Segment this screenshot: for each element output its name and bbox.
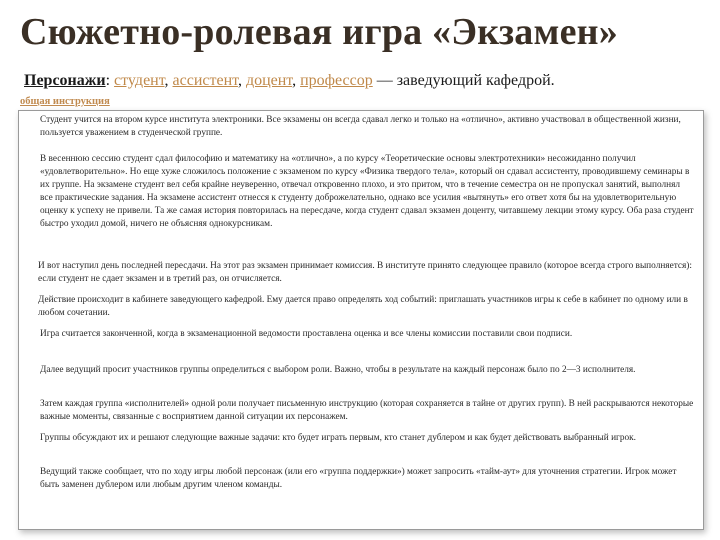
paragraph-3: И вот наступил день последней пересдачи. На этот раз экзамен принимает комиссия. В институте принято следующее правило (которое всегда строго выполняется): если студент не сдает экзамен и в третий раз, он отчисляется.: [38, 261, 692, 284]
characters-colon: :: [105, 72, 115, 89]
paragraph-6: Далее ведущий просит участников группы определиться с выбором роли. Важно, чтобы в результате на каждый персонаж было по 2—3 исполнителя.: [40, 365, 636, 375]
general-instruction-link[interactable]: общая инструкция: [20, 96, 110, 107]
paragraph-7: Затем каждая группа «исполнителей» одной роли получает письменную инструкцию (которая сохраняется в тайне от других групп). В ней раскрываются некоторые важные моменты, связанные с восприятием данной ситуации их персонажем.: [40, 399, 694, 422]
paragraph-5: Игра считается законченной, когда в экзаменационной ведомости проставлена оценка и все члены комиссии поставили свои подписи.: [40, 329, 573, 339]
paragraph-9: Ведущий также сообщает, что по ходу игры любой персонаж (или его «группа поддержки») может запросить «тайм-аут» для уточнения стратегии. Игрок может быть заменен дублером или любым другим членом команды.: [40, 467, 677, 490]
paragraph-8: Группы обсуждают их и решают следующие важные задачи: кто будет играть первым, кто станет дублером и как будет действовать выбранный игрок.: [40, 433, 637, 443]
characters-suffix: — заведующий кафедрой.: [372, 72, 555, 89]
paragraph-1: Студент учится на втором курсе института электроники. Все экзамены он всегда сдавал легко и только на «отлично», активно участвовал в общественной жизни, пользуется уважением в студенческой группе.: [40, 115, 681, 138]
role-docent-link[interactable]: доцент: [245, 72, 293, 89]
characters-label: Персонажи: [24, 72, 106, 89]
paragraph-2: В весеннюю сессию студент сдал философию и математику на «отлично», а по курсу «Теоретические основы электротехники» несожиданно получил «удовлетворительно». Но еще хуже сложилось положение с экзаменом по курсу «Физика твердого тела», который он сдавал ассистенту, проводившему семинары в их группе. На экзамене студент вел себя крайне неуверенно, отвечал откровенно плохо, и это притом, что в течение семестра он не пропускал занятий, выполнял все практические задания. На экзамене ассистент отнесся к студенту доброжелательно, однако все усилия «вытянуть» его ответ хотя бы на удовлетворительную оценку к успеху не привели. Та же самая история повторилась на пересдаче, когда студент сдавал экзамен доценту, читавшему лекции этому курсу. Оба раза студент быстро уходил домой, ничего не объясняя однокурсникам.: [40, 154, 694, 229]
paragraph-4: Действие происходит в кабинете заведующего кафедрой. Ему дается право определять ход событий: приглашать участников игры к себе в кабинет по одному или в любом сочетании.: [38, 295, 688, 318]
role-student-link[interactable]: студент: [114, 72, 165, 89]
role-assistant-link[interactable]: ассистент: [172, 72, 238, 89]
characters-line: Персонажи: студент, ассистент, доцент, профессор — заведующий кафедрой.: [24, 72, 555, 89]
role-professor-link[interactable]: профессор: [300, 72, 373, 89]
slide-title: Сюжетно-ролевая игра «Экзамен»: [20, 11, 618, 53]
